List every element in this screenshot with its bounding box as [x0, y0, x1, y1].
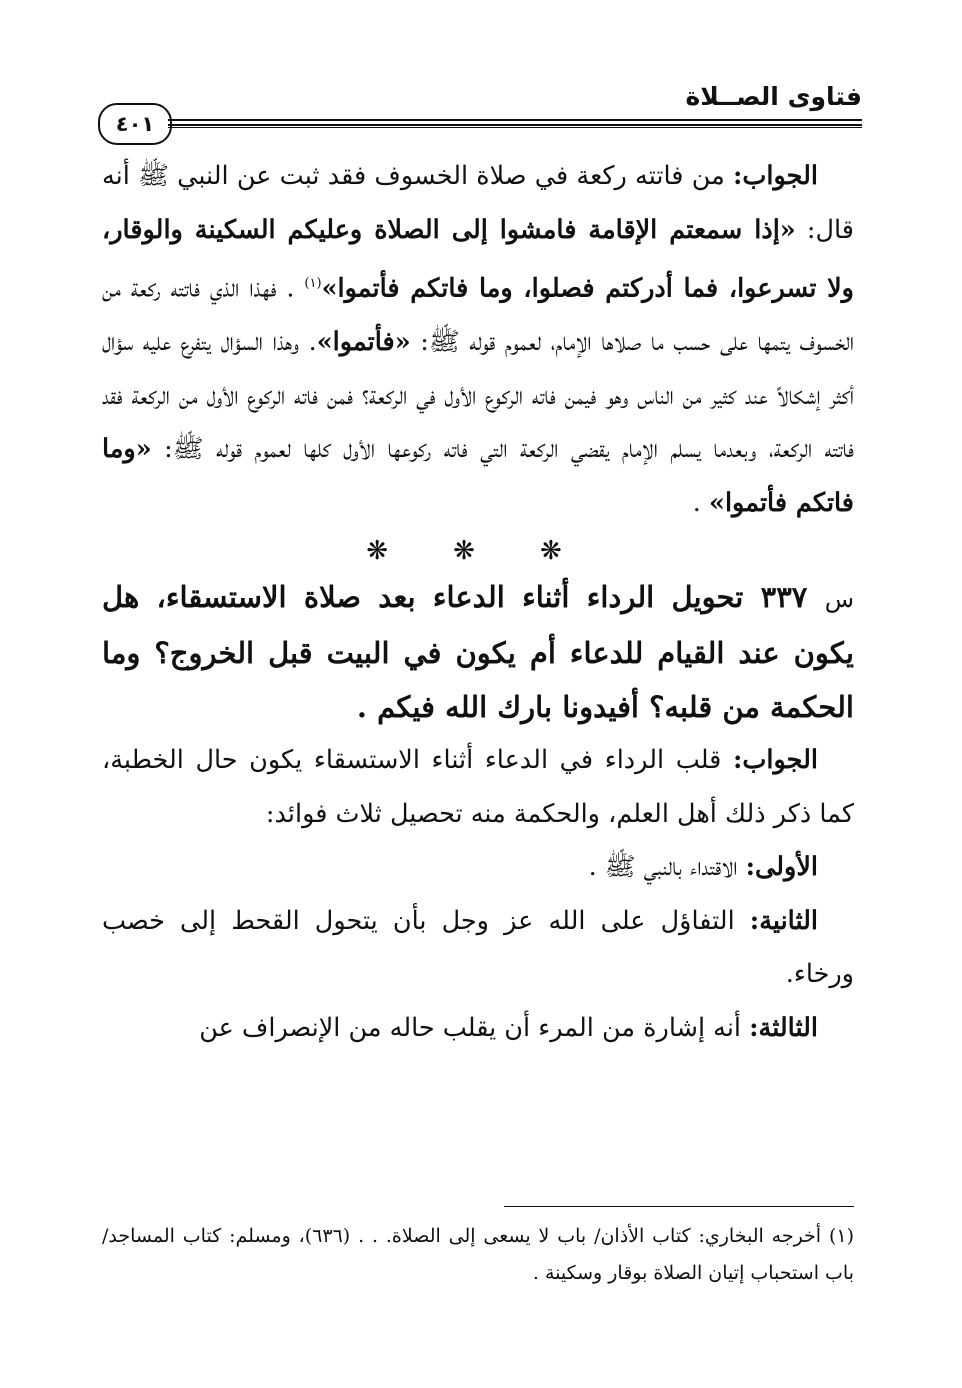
answer-text-2b: قلب الرداء في الدعاء أثناء الاستسقاء يكون حال الخطبة، كما ذكر ذلك أهل العلم، والحكمة منه تحصيل ثلاث فوائد:	[102, 745, 854, 829]
benefit-1	[102, 841, 854, 895]
benefit-3	[102, 1002, 854, 1056]
answer-text-2: . فهذا الذي فاتته ركعة من الخسوف يتمها على حسب ما صلاها الإمام، لعموم قوله ﷺ:	[102, 273, 854, 357]
header-rule-thin	[168, 127, 862, 128]
benefit-1-text: الاقتداء بالنبي ﷺ .	[588, 852, 746, 882]
page-number-text: ٤٠١	[115, 112, 155, 136]
quote-atimmu: «فأتموا»	[316, 327, 411, 357]
answer-label-2: الجواب:	[733, 745, 818, 775]
answer-text-1: من فاتته ركعة في صلاة الخسوف فقد ثبت عن النبي ﷺ أنه قال:	[102, 161, 854, 245]
footnote-rule	[504, 1206, 854, 1207]
hadith-quote: «إذا سمعتم الإقامة فامشوا إلى الصلاة وعليكم السكينة والوقار، ولا تسرعوا، فما أدركتم فصلوا، وما فاتكم فأتموا»	[102, 214, 854, 304]
header-rule	[168, 119, 862, 126]
question-label: س	[824, 585, 854, 613]
section-separator: ❋ ❋ ❋	[366, 536, 590, 566]
answer-text-4: .	[692, 487, 710, 518]
benefit-1-label: الأولى:	[745, 852, 818, 882]
running-title: فتاوى الصــلاة	[685, 82, 862, 111]
footnote-ref: (١)	[304, 276, 322, 291]
question-paragraph	[102, 570, 854, 734]
quote-wama-fatakum: «وما فاتكم فأتموا»	[102, 434, 854, 518]
benefit-3-text: أنه إشارة من المرء أن يقلب حاله من الإنصراف عن	[199, 1012, 750, 1043]
page-body	[102, 150, 854, 1055]
page-number	[98, 103, 172, 145]
benefit-3-label: الثالثة:	[749, 1012, 818, 1043]
answer-paragraph-2	[102, 734, 854, 841]
benefit-2-text: التفاؤل على الله عز وجل بأن يتحول القحط إلى خصب ورخاء.	[102, 905, 854, 989]
footnote: (١) أخرجه البخاري: كتاب الأذان/ باب لا يسعى إلى الصلاة. . . (٦٣٦)، ومسلم: كتاب المساجد/ باب استحباب إتيان الصلاة بوقار وسكينة .	[102, 1225, 855, 1284]
benefit-2-label: الثانية:	[749, 905, 818, 936]
answer-label: الجواب:	[733, 161, 818, 191]
answer-paragraph-1	[102, 150, 854, 530]
answer-text-3: . وهذا السؤال يتفرع عليه سؤال أكثر إشكالاً عند كثير من الناس وهو فيمن فاته الركوع الأول في الركعة؟ فمن فاته الركوع الأول من الركعة فقد فاتته الركعة، وبعدما يسلم الإمام يقضي الركعة التي فاته ركوعها الأول كلها لعموم قوله ﷺ:	[102, 327, 854, 464]
benefit-2	[102, 895, 854, 1002]
question-text: تحويل الرداء أثناء الدعاء بعد صلاة الاستسقاء، هل يكون عند القيام للدعاء أم يكون في البيت قبل الخروج؟ وما الحكمة من قلبه؟ أفيدونا بارك الله فيكم .	[102, 580, 854, 724]
question-number: ٣٣٧	[760, 580, 808, 614]
